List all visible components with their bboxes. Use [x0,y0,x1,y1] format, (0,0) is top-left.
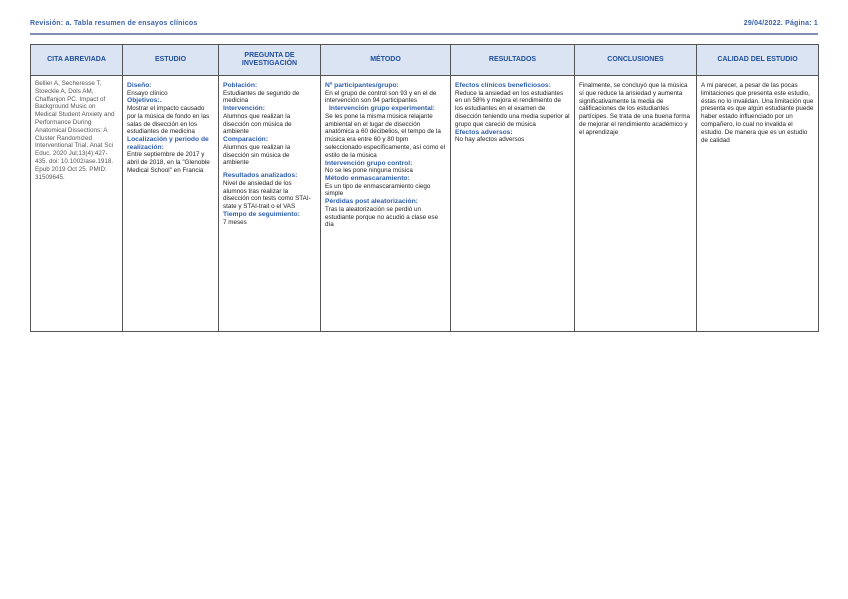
cell-calidad: A mi parecer, a pesar de las pocas limitaciones que presenta este estudio, éstas no lo invalidan. Una limitación que presenta es que algún estudiante puede haber estado influenciado por un compañero, lo cual no invalida el estudio. De manera que es un estudio de calidad [697,76,819,332]
col-header-resultados: RESULTADOS [451,45,575,76]
col-header-metodo: MÉTODO [321,45,451,76]
text-intervencion-experimental: Se les pone la misma música relajante ambiental en el lugar de disección anatómica a 60 decibelios, el tempo de la música era entre 60 y 80 bpm seleccionado específicamente, así como el estilo de la música [325,112,446,159]
col-header-calidad: CALIDAD DEL ESTUDIO [697,45,819,76]
label-poblacion: Población: [223,82,258,89]
cell-pregunta [219,76,321,332]
text-beneficiosos: Reduce la ansiedad en los estudiantes en un 58% y mejora el rendimiento de los estudiantes en el examen de disección teniendo una media superior al grupo que careció de música [455,89,570,128]
text-enmascaramiento: Es un tipo de enmascaramiento ciego simple [325,182,431,198]
cell-metodo [321,76,451,332]
document-title: Revisión: a. Tabla resumen de ensayos clínicos [30,20,198,27]
table-row [31,76,819,332]
label-comparacion: Comparación: [223,136,268,144]
label-participantes: Nº participantes/grupo: [325,82,399,89]
cell-resultados [451,76,575,332]
col-header-cita: CITA ABREVIADA [31,45,123,76]
cell-cita: Bellier A, Secheresse T, Stoeckle A, Dols AM, Chaffanjon PC. Impact of Background Music on Medical Student Anxiety and Performance During Anatomical Dissections: A Cluster Randomized Interventional Trial. Anat Sci Educ. 2020 Jul;13(4):427-435. doi: 10.1002/ase.1918. Epub 2019 Oct 25. PMID: 31509645. [31,76,123,332]
header-row [31,45,819,76]
text-perdidas: Tras la aleatorización se perdió un estudiante porque no acudió a clase ese día [325,205,439,229]
label-perdidas: Pérdidas post aleatorización: [325,198,418,206]
col-header-pregunta: PREGUNTA DE INVESTIGACIÓN [219,45,321,76]
summary-table [30,44,819,332]
text-intervencion-control: No se les pone ninguna música [325,167,413,175]
label-tiempo: Tiempo de seguimiento: [223,210,300,218]
text-tiempo: 7 meses [223,218,247,226]
label-adversos: Efectos adversos: [455,128,513,136]
cell-estudio [123,76,219,332]
text-poblacion: Estudiantes de segundo de medicina [223,89,300,105]
label-resultados-analizados: Resultados analizados: [223,172,298,180]
text-intervencion: Alumnos que realizan la disección con música de ambiente [223,112,292,136]
label-beneficiosos: Efectos clínicos beneficiosos: [455,82,551,89]
date-page: 29/04/2022. Página: 1 [743,20,818,27]
text-adversos: No hay afectos adversos [455,136,525,144]
label-intervencion-experimental: Intervención grupo experimental: [329,105,435,113]
cell-conclusiones: Finalmente, se concluyó que la música sí que reduce la ansiedad y aumenta significativamente la media de calificaciones de los estudiantes partícipes. Se trata de una buena forma de mejorar el rendimiento académico y el aprendizaje [575,76,697,332]
label-enmascaramiento: Método enmascaramiento: [325,174,410,182]
text-resultados-analizados: Nivel de ansiedad de los alumnos tras realizar la disección con tests como STAI-state y STAI-trait o el VAS [223,179,311,211]
text-comparacion: Alumnos que realizan la disección sin música de ambiente [223,143,291,167]
header-divider [30,33,818,35]
col-header-estudio: ESTUDIO [123,45,219,76]
text-localizacion: Entre septiembre de 2017 y abril de 2018, en la "Glenoble Medical School" en Francia [127,151,210,174]
col-header-conclusiones: CONCLUSIONES [575,45,697,76]
page-header [30,20,818,34]
label-objetivos: Objetivos:. [127,97,162,105]
label-intervencion-control: Intervención grupo control: [325,159,413,167]
label-intervencion: Intervención: [223,105,265,113]
text-objetivos: Mostrar el impacto causado por la música de fondo en las salas de disección en los estudiantes de medicina [127,104,210,136]
text-participantes: En el grupo de control son 93 y en el de intervención son 94 participantes [325,89,437,105]
text-diseno: Ensayo clínico [127,89,168,97]
label-diseno: Diseño: [127,82,152,89]
label-localizacion: Localización y periodo de realización: [127,136,209,151]
